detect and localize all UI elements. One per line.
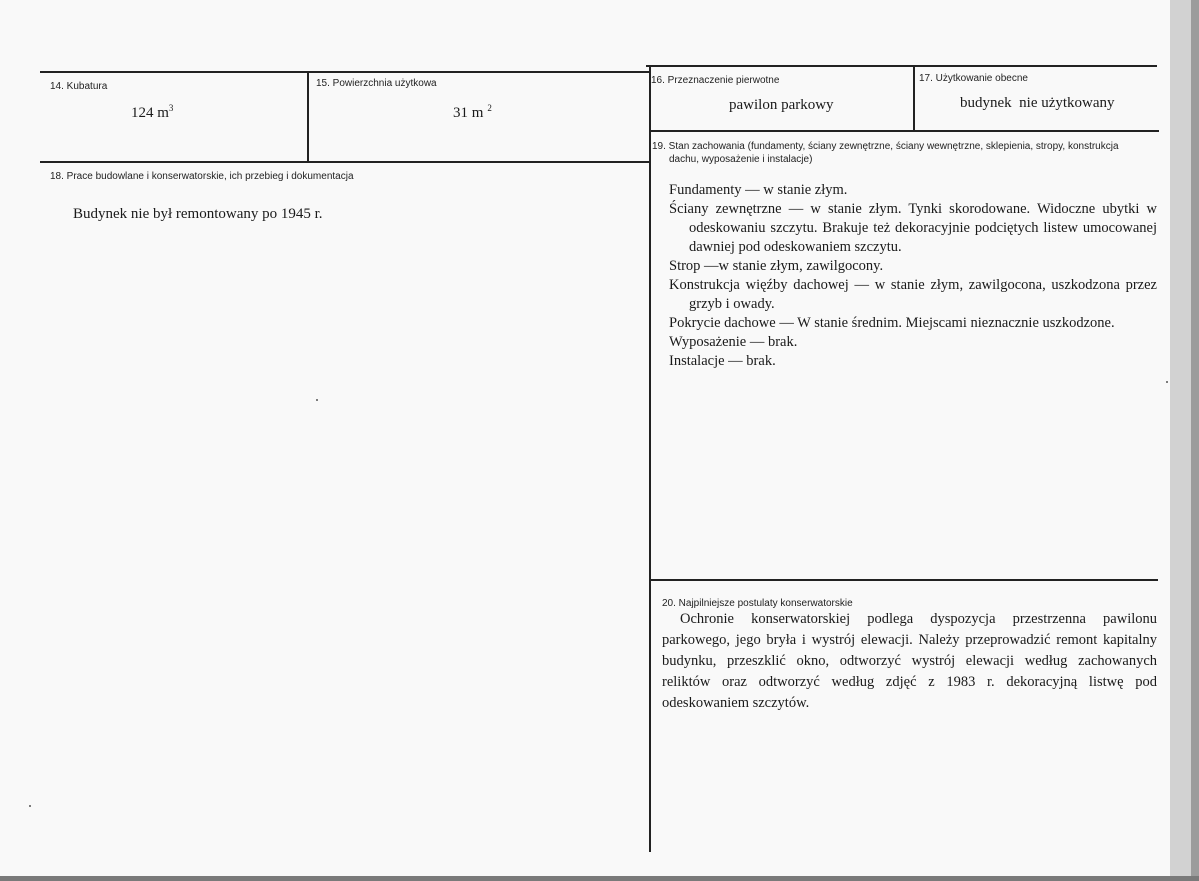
scan-speck	[1166, 381, 1168, 383]
rule-v-14-15	[307, 71, 309, 163]
stan-line: Pokrycie dachowe — W stanie średnim. Miejscami nieznacznie uszkodzone.	[669, 315, 1115, 331]
scan-bottom-edge	[0, 876, 1199, 881]
scan-edge	[1191, 0, 1199, 881]
stan-line: Wyposażenie — brak.	[669, 334, 798, 350]
stan-zachowania-label-line2: dachu, wyposażenie i instalacje)	[669, 154, 813, 165]
uzytkowanie-value: budynek nie użytkowany	[960, 95, 1115, 111]
stan-line: Ściany zewnętrzne — w stanie złym. Tynki skorodowane. Widoczne ubytki w odeskowaniu szczytu. Brakuje też dekoracyjnie podciętych listew umocowanej dawniej pod odeskowaniem szczytu.	[669, 201, 1157, 255]
stan-line: Instalacje — brak.	[669, 353, 776, 369]
kubatura-label: 14. Kubatura	[50, 81, 108, 92]
powierzchnia-number: 31 m	[453, 105, 484, 121]
powierzchnia-unit-sup: 2	[487, 103, 492, 113]
postulaty-text: Ochronie konserwatorskiej podlega dyspozycja przestrzenna pawilonu parkowego, jego bryła i wystrój elewacji. Należy przeprowadzić remont kapitalny budynku, przeszklić okno, odtworzyć wystrój elewacji według zachowanych reliktów oraz odtworzyć według zdjęć z 1983 r. dekoracyjną listwę pod odeskowaniem szczytów.	[662, 611, 1157, 711]
scan-speck	[29, 805, 31, 807]
rule-v-center	[649, 65, 651, 852]
rule-18-top	[40, 161, 651, 163]
powierzchnia-value	[453, 99, 492, 122]
rule-20-top	[649, 579, 1158, 581]
uzytkowanie-label: 17. Użytkowanie obecne	[919, 73, 1028, 84]
rule-top-right	[646, 65, 1157, 67]
kubatura-value	[131, 99, 173, 122]
powierzchnia-label: 15. Powierzchnia użytkowa	[316, 78, 437, 89]
rule-v-16-17	[913, 65, 915, 131]
stan-zachowania-label-line1: 19. Stan zachowania (fundamenty, ściany zewnętrzne, ściany wewnętrzne, sklepienia, stropy, konstrukcja	[652, 141, 1119, 152]
kubatura-number: 124 m	[131, 105, 169, 121]
postulaty-label: 20. Najpilniejsze postulaty konserwatorskie	[662, 598, 853, 609]
stan-zachowania-text	[669, 181, 1157, 371]
rule-19-top	[649, 130, 1159, 132]
przeznaczenie-label: 16. Przeznaczenie pierwotne	[651, 75, 780, 86]
kubatura-unit-sup: 3	[168, 103, 174, 113]
rule-top-left	[40, 71, 651, 73]
stan-line: Konstrukcja więźby dachowej — w stanie złym, zawilgocona, uszkodzona przez grzyb i owady.	[669, 277, 1157, 312]
przeznaczenie-value: pawilon parkowy	[729, 97, 834, 113]
scan-speck	[316, 399, 318, 401]
stan-line: Strop —w stanie złym, zawilgocony.	[669, 258, 884, 274]
prace-value: Budynek nie był remontowany po 1945 r.	[73, 206, 323, 222]
prace-label: 18. Prace budowlane i konserwatorskie, ich przebieg i dokumentacja	[50, 171, 354, 182]
stan-line: Fundamenty — w stanie złym.	[669, 182, 848, 198]
